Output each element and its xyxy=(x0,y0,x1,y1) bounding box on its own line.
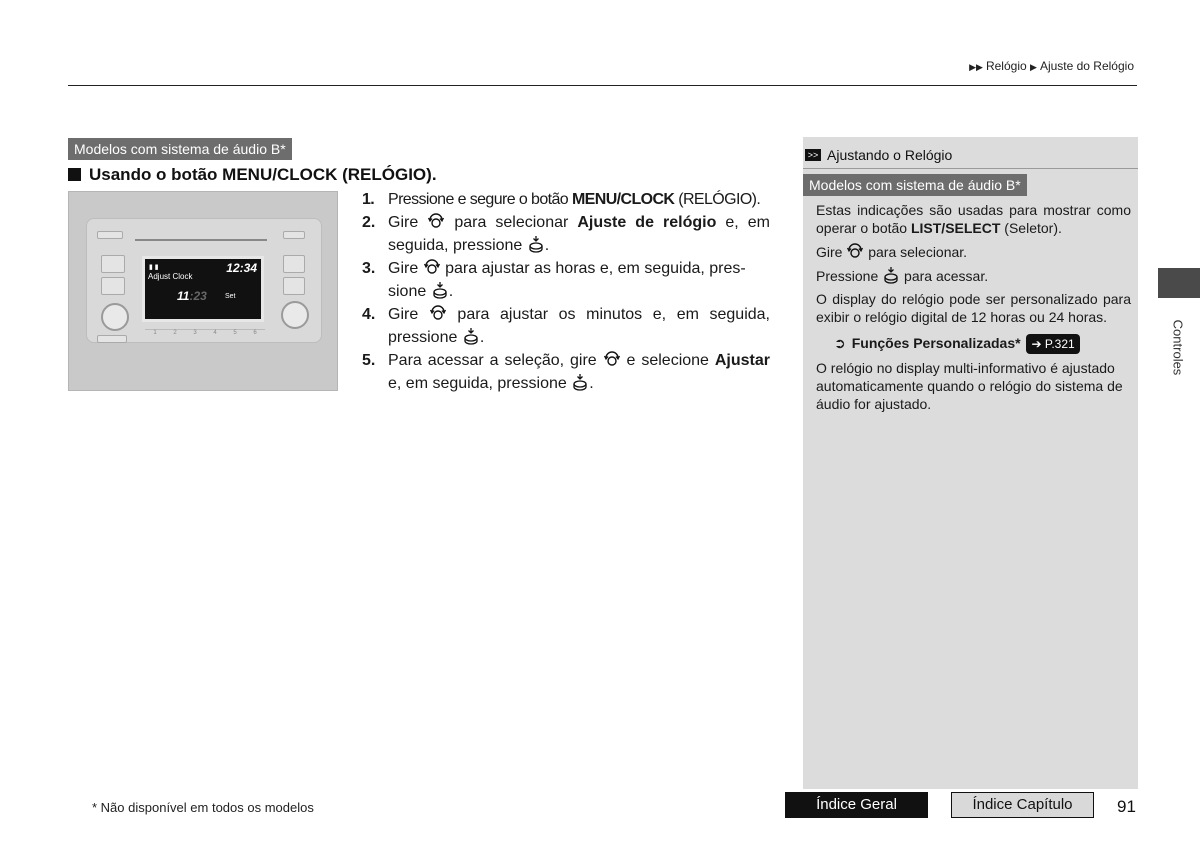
double-triangle-icon: ▶▶ xyxy=(969,62,983,72)
chapter-index-button[interactable]: Índice Capítulo xyxy=(951,792,1094,818)
press-knob-icon xyxy=(431,281,449,299)
radio-button-top-right xyxy=(283,231,305,239)
sidebar-text: Estas indicações são usadas para mostrar como operar o botão xyxy=(816,202,1131,236)
step-1 xyxy=(362,188,770,211)
display-minutes: :23 xyxy=(189,289,207,303)
audio-unit-panel xyxy=(86,218,322,343)
section-title-text: Usando o botão MENU/CLOCK (RELÓGIO). xyxy=(89,165,437,184)
step-text: para selecionar xyxy=(445,214,578,231)
step-text: . xyxy=(544,237,550,254)
preset-buttons xyxy=(145,329,265,339)
display-time-setting xyxy=(177,289,207,303)
sidebar-notes xyxy=(803,137,1138,789)
step-text: Pressione e segure o botão xyxy=(388,191,572,208)
press-knob-icon xyxy=(571,373,589,391)
step-number: 5. xyxy=(362,352,376,369)
rotate-knob-icon xyxy=(846,242,864,260)
cross-reference-label[interactable]: Funções Personalizadas* xyxy=(851,335,1021,351)
steps-list xyxy=(362,188,770,395)
step-4 xyxy=(362,303,770,349)
chapter-tab[interactable] xyxy=(1158,268,1200,298)
page-reference-badge[interactable] xyxy=(1026,334,1079,354)
general-index-button[interactable]: Índice Geral xyxy=(785,792,928,818)
press-knob-icon xyxy=(527,235,545,253)
step-button-name: MENU/CLOCK xyxy=(571,191,675,208)
audio-unit-illustration xyxy=(68,191,338,391)
rotate-knob-icon xyxy=(423,258,441,276)
triangle-icon: ▶ xyxy=(1030,62,1037,72)
radio-button-right-2 xyxy=(283,277,305,295)
step-text: pressione xyxy=(388,329,462,346)
sidebar-text: (Seletor). xyxy=(1000,220,1062,236)
selector-knob xyxy=(281,301,309,329)
sidebar-paragraph xyxy=(816,201,1131,237)
step-text: . xyxy=(448,283,454,300)
skip-buttons xyxy=(97,335,127,343)
rotate-knob-icon xyxy=(603,350,621,368)
step-text: para ajustar os minutos e, em seguida, xyxy=(446,306,771,323)
radio-button-left-1 xyxy=(101,255,125,273)
sidebar-model-tag: Modelos com sistema de áudio B* xyxy=(803,174,1027,196)
sidebar-text: Pressione xyxy=(816,268,883,284)
section-title xyxy=(68,165,437,185)
preset-5: 5 xyxy=(233,330,237,336)
sidebar-body xyxy=(816,201,1131,418)
sidebar-text: para acessar. xyxy=(900,268,989,284)
step-text: . xyxy=(479,329,485,346)
step-text: . xyxy=(589,375,594,392)
step-number: 2. xyxy=(362,214,376,231)
page-reference-number[interactable]: P.321 xyxy=(1044,337,1075,351)
sidebar-paragraph xyxy=(816,266,1131,285)
eject-button xyxy=(97,231,123,239)
page-number: 91 xyxy=(1117,797,1136,816)
chapter-tab-label: Controles xyxy=(1170,319,1186,376)
step-text: Para acessar a seleção, gire xyxy=(388,352,603,369)
sidebar-heading-text: Ajustando o Relógio xyxy=(827,147,953,163)
breadcrumb-item-ajuste[interactable]: Ajuste do Relógio xyxy=(1039,59,1134,73)
display-hours: 11 xyxy=(177,289,190,303)
preset-6: 6 xyxy=(253,330,257,336)
sidebar-text: Gire xyxy=(816,244,847,260)
display-clock: 12:34 xyxy=(226,261,257,275)
sidebar-paragraph: O relógio no display multi-informativo é ajustado automaticamente quando o relógio do sistema de áudio for ajustado. xyxy=(816,360,1123,412)
footnote: * Não disponível em todos os modelos xyxy=(92,800,314,815)
preset-4: 4 xyxy=(213,330,217,336)
audio-display xyxy=(142,256,264,322)
sidebar-heading xyxy=(803,147,1138,169)
display-set: Set xyxy=(225,293,236,300)
press-knob-icon xyxy=(462,327,480,345)
step-number: 3. xyxy=(362,260,376,277)
step-3 xyxy=(362,257,770,303)
preset-2: 2 xyxy=(173,330,177,336)
step-text: Gire xyxy=(388,306,429,323)
step-number: 4. xyxy=(362,306,376,323)
header-divider xyxy=(68,85,1137,86)
step-text: para ajustar as horas e, em seguida, pres- xyxy=(440,260,746,277)
preset-3: 3 xyxy=(193,330,197,336)
breadcrumb-item-relogio[interactable]: Relógio xyxy=(985,59,1027,73)
sidebar-button-name: LIST/SELECT xyxy=(910,220,1001,236)
press-knob-icon xyxy=(882,266,900,284)
step-2 xyxy=(362,211,770,257)
step-menu-item: Ajustar xyxy=(714,352,770,369)
radio-button-right-1 xyxy=(283,255,305,273)
step-text: seguida, pressione xyxy=(388,237,527,254)
arrow-circle-icon: ➲ xyxy=(834,335,846,351)
square-bullet-icon xyxy=(68,168,81,181)
signal-indicator: ▮ ▮ xyxy=(149,264,159,271)
step-text: Gire xyxy=(388,260,423,277)
cd-slot xyxy=(135,239,267,241)
sidebar-paragraph xyxy=(816,242,1131,261)
sidebar-text: para selecionar. xyxy=(864,244,968,260)
step-text: e selecione xyxy=(620,352,715,369)
cross-reference[interactable] xyxy=(834,334,1131,354)
step-text: sione xyxy=(388,283,431,300)
step-number: 1. xyxy=(362,191,375,208)
step-menu-item: Ajuste de relógio xyxy=(577,214,717,231)
step-text: Gire xyxy=(388,214,428,231)
sidebar-paragraph: O display do relógio pode ser personalizado para exibir o relógio digital de 12 horas ou 24 horas. xyxy=(816,291,1131,325)
rotate-knob-icon xyxy=(429,304,447,322)
rotate-knob-icon xyxy=(427,212,445,230)
double-arrow-icon: >> xyxy=(805,149,821,161)
step-text: e, em xyxy=(716,214,771,231)
arrow-right-icon: ➔ xyxy=(1031,337,1045,351)
step-text: e, em seguida, pressione xyxy=(388,375,572,392)
preset-1: 1 xyxy=(153,330,157,336)
display-label: Adjust Clock xyxy=(148,272,193,281)
volume-knob xyxy=(101,303,129,331)
step-5 xyxy=(362,349,770,395)
radio-button-left-2 xyxy=(101,277,125,295)
model-tag: Modelos com sistema de áudio B* xyxy=(68,138,292,160)
breadcrumb xyxy=(969,59,1134,73)
step-text: (RELÓGIO). xyxy=(674,191,761,208)
